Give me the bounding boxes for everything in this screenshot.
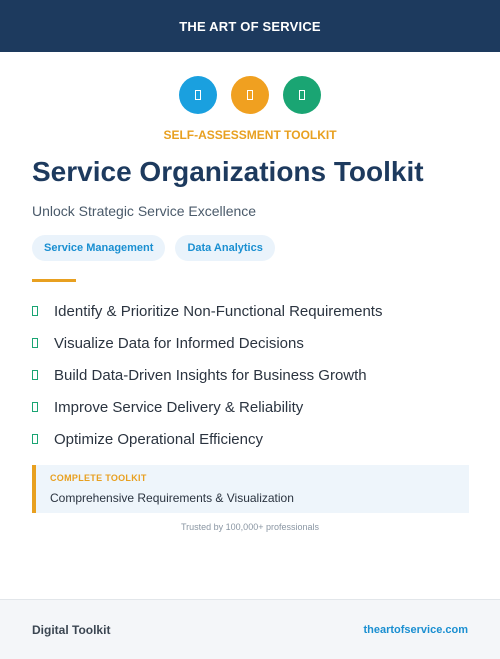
icon-row — [0, 76, 500, 114]
checkbox-icon — [32, 434, 38, 444]
trust-line: Trusted by 100,000+ professionals — [180, 522, 319, 532]
footer — [0, 599, 500, 659]
accent-divider — [32, 279, 76, 282]
list-item — [32, 423, 472, 455]
brand-name: THE ART OF SERVICE — [179, 18, 321, 34]
square-outline-icon — [195, 90, 201, 100]
toolkit-callout — [32, 465, 469, 513]
checkbox-icon — [32, 402, 38, 412]
checkbox-icon — [32, 338, 38, 348]
checkbox-icon — [32, 370, 38, 380]
callout-kicker: COMPLETE TOOLKIT — [50, 473, 147, 483]
top-banner — [0, 0, 500, 52]
tag-list — [32, 235, 275, 261]
checkbox-icon — [32, 306, 38, 316]
square-outline-icon — [247, 90, 253, 100]
list-item — [32, 391, 472, 423]
blue-badge — [179, 76, 217, 114]
tag-service-management: Service Management — [32, 235, 165, 261]
feature-text: Improve Service Delivery & Reliability — [54, 398, 304, 416]
footer-website-link[interactable]: theartofservice.com — [363, 623, 468, 636]
feature-text: Visualize Data for Informed Decisions — [54, 334, 304, 352]
feature-text: Identify & Prioritize Non-Functional Requirements — [54, 302, 383, 320]
feature-list — [32, 295, 472, 455]
feature-text: Build Data-Driven Insights for Business Growth — [54, 366, 367, 384]
list-item — [32, 295, 472, 327]
page-title: Service Organizations Toolkit — [32, 156, 424, 187]
orange-badge — [231, 76, 269, 114]
list-item — [32, 359, 472, 391]
footer-label: Digital Toolkit — [32, 622, 111, 637]
page-subtitle: Unlock Strategic Service Excellence — [32, 203, 257, 219]
square-outline-icon — [299, 90, 305, 100]
callout-text: Comprehensive Requirements & Visualization — [50, 491, 294, 505]
green-badge — [283, 76, 321, 114]
tag-data-analytics: Data Analytics — [175, 235, 274, 261]
toolkit-kicker: SELF-ASSESSMENT TOOLKIT — [163, 128, 337, 142]
feature-text: Optimize Operational Efficiency — [54, 430, 263, 448]
list-item — [32, 327, 472, 359]
